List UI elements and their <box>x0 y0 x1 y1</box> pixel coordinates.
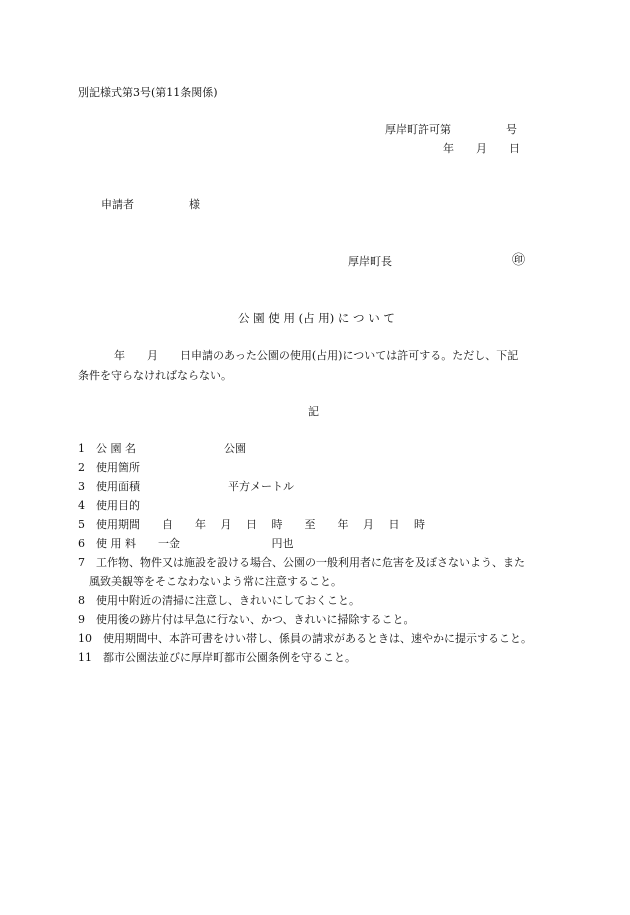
ki-heading: 記 <box>308 405 319 418</box>
body-text-line-2: 条件を守らなければならない。 <box>78 369 232 382</box>
condition-item: 1 公 園 名 公園 <box>78 442 246 455</box>
applicant-line: 申請者 様 <box>101 198 200 211</box>
condition-item: 2 使用箇所 <box>78 461 140 474</box>
condition-item: 11 都市公園法並びに厚岸町都市公園条例を守ること。 <box>78 651 356 664</box>
condition-item: 4 使用目的 <box>78 499 140 512</box>
seal-mark: ㊞ <box>512 253 526 268</box>
permit-number: 厚岸町許可第 号 <box>385 123 517 136</box>
body-text-line-1: 年 月 日申請のあった公園の使用(占用)については許可する。ただし、下記 <box>114 349 519 362</box>
form-label: 別記様式第3号(第11条関係) <box>78 86 218 99</box>
document-title: 公 園 使 用 (占 用) に つ い て <box>238 311 395 325</box>
condition-item: 6 使 用 料 一金 円也 <box>78 537 294 550</box>
condition-item: 5 使用期間 自 年 月 日 時 至 年 月 日 時 <box>78 518 425 531</box>
issuer-name: 厚岸町長 <box>348 255 392 268</box>
condition-item: 9 使用後の跡片付は早急に行ない、かつ、きれいに掃除すること。 <box>78 613 415 626</box>
condition-item: 10 使用期間中、本許可書をけい帯し、係員の請求があるときは、速やかに提示すること。 <box>78 632 532 645</box>
condition-item-continuation: 風致美観等をそこなわないよう常に注意すること。 <box>78 575 342 588</box>
condition-item: 3 使用面積 平方メートル <box>78 480 294 493</box>
issue-date: 年 月 日 <box>443 142 520 155</box>
condition-item: 7 工作物、物件又は施設を設ける場合、公園の一般利用者に危害を及ぼさないよう、また <box>78 556 525 569</box>
condition-item: 8 使用中附近の清掃に注意し、きれいにしておくこと。 <box>78 594 360 607</box>
